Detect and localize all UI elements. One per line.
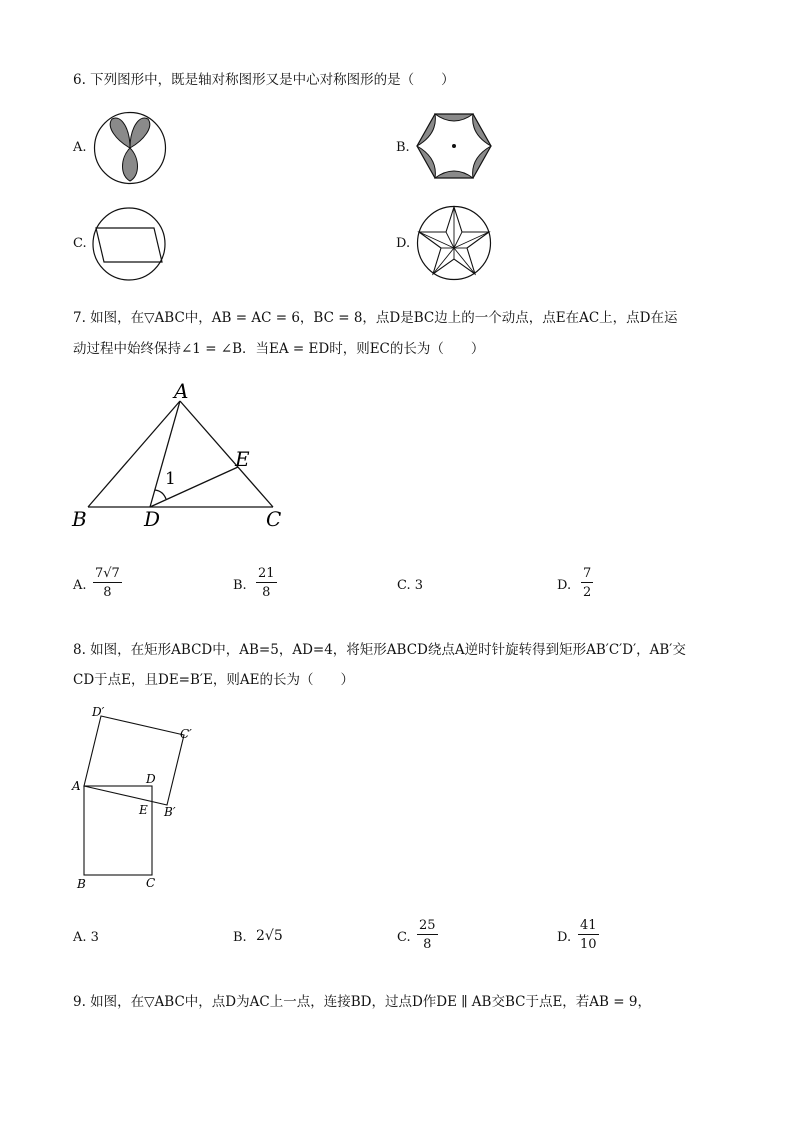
q6-option-a-figure [92,110,168,186]
q8-option-c-denominator: 8 [423,937,432,952]
q8-option-d-numerator: 41 [580,918,597,933]
q7-option-a-label: A. [73,578,87,593]
q7-label-c: C [266,507,282,531]
q8-rectangle-figure [68,700,208,895]
q6-option-a-label: A. [73,140,87,155]
q6-option-b-label: B. [396,140,410,155]
q8-option-b-label: B. [233,930,247,945]
q8-option-c-label: C. [397,930,411,945]
q6-stem: 6. 下列图形中，既是轴对称图形又是中心对称图形的是（ ） [73,72,455,88]
q7-option-d-denominator: 2 [583,585,592,600]
q7-option-a-numerator: 7√7 [95,566,120,581]
q8-option-a-label: A. 3 [73,930,99,945]
q6-option-d-label: D. [396,236,411,251]
q8-option-d-fraction [578,918,599,952]
q7-option-b-fraction [256,566,277,600]
q8-stem-line-1: 8. 如图，在矩形ABCD中，AB=5，AD=4，将矩形ABCD绕点A逆时针旋转得到矩形AB′C′D′，AB′交 [73,642,686,658]
q7-stem-line-1: 7. 如图，在▽ABC中，AB = AC = 6，BC = 8，点D是BC边上的一个动点，点E在AC上，点D在运 [73,310,678,326]
q8-label-d: D [146,772,156,786]
q7-option-d-label: D. [557,578,572,593]
q8-label-a: A [72,779,81,793]
q7-option-a-fraction [93,566,122,600]
q7-option-b-denominator: 8 [262,585,271,600]
q7-label-e: E [235,447,250,471]
q7-stem-line-2: 动过程中始终保持∠1 = ∠B．当EA = ED时，则EC的长为（ ） [73,341,485,357]
q7-label-b: B [72,507,87,531]
q7-option-d-numerator: 7 [583,566,592,581]
q6-option-d-figure [415,204,493,282]
q8-option-c-fraction [417,918,438,952]
q9-stem-line-1: 9. 如图，在▽ABC中，点D为AC上一点，连接BD，过点D作DE ∥ AB交BC于点E，若AB = 9， [73,994,651,1010]
q7-label-angle: 1 [165,469,176,489]
q7-option-b-numerator: 21 [258,566,275,581]
q7-option-b-label: B. [233,578,247,593]
q8-option-c-numerator: 25 [419,918,436,933]
q7-option-d-fraction [581,566,593,600]
q6-option-c-figure [90,206,168,282]
q8-label-c: C [146,876,156,890]
q8-label-c-prime: C′ [180,727,192,741]
q7-label-d: D [144,507,161,531]
q8-option-d-label: D. [557,930,572,945]
q8-option-d-denominator: 10 [580,937,597,952]
q8-label-b-prime: B′ [164,805,176,819]
q8-option-b-value: 2√5 [256,928,283,944]
q7-option-a-denominator: 8 [103,585,112,600]
q6-option-c-label: C. [73,236,87,251]
q8-label-b: B [77,877,86,891]
q8-label-d-prime: D′ [92,705,105,719]
q7-triangle-figure [66,378,296,533]
q7-label-a: A [174,379,189,403]
q7-option-c-label: C. 3 [397,578,424,593]
q8-label-e: E [139,803,148,817]
q8-stem-line-2: CD于点E，且DE=B′E，则AE的长为（ ） [73,672,354,688]
q6-option-b-figure [416,112,492,180]
